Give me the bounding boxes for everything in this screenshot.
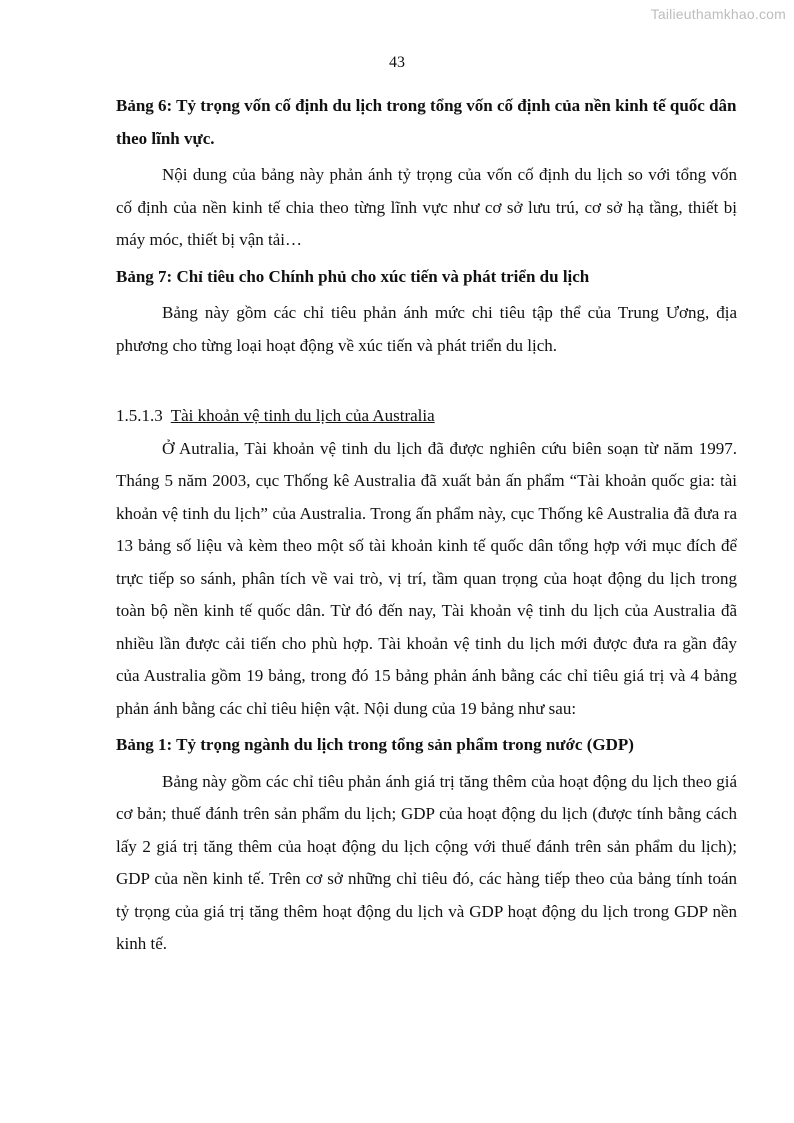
page-number: 43 <box>389 54 405 71</box>
paragraph-table-6: Nội dung của bảng này phản ánh tỷ trọng của vốn cố định du lịch so với tổng vốn cố định của nền kinh tế chia theo từng lĩnh vực như cơ sở lưu trú, cơ sở hạ tầng, thiết bị máy móc, thiết bị vận tải… <box>116 165 737 249</box>
heading-table-6: Bảng 6: Tỷ trọng vốn cố định du lịch trong tổng vốn cố định của nền kinh tế quốc dân theo lĩnh vực. <box>116 96 737 148</box>
section-heading <box>116 400 737 433</box>
heading-table-7: Bảng 7: Chỉ tiêu cho Chính phủ cho xúc tiến và phát triển du lịch <box>116 266 590 286</box>
section-spacer <box>116 362 737 400</box>
paragraph-table-1: Bảng này gồm các chỉ tiêu phản ánh giá trị tăng thêm của hoạt động du lịch theo giá cơ bản; thuế đánh trên sản phẩm du lịch; GDP của hoạt động du lịch (được tính bằng cách lấy 2 giá trị tăng thêm của hoạt động du lịch cộng với thuế đánh trên sản phẩm du lịch); GDP của nền kinh tế. Trên cơ sở những chỉ tiêu đó, các hàng tiếp theo của bảng tính toán tỷ trọng của giá trị tăng thêm hoạt động du lịch và GDP hoạt động du lịch trong GDP nền kinh tế. <box>116 771 737 953</box>
watermark: Tailieuthamkhao.com <box>650 6 786 22</box>
paragraph-australia: Ở Autralia, Tài khoản vệ tinh du lịch đã được nghiên cứu biên soạn từ năm 1997. Tháng 5 năm 2003, cục Thống kê Australia đã xuất bản ấn phẩm “Tài khoản quốc gia: tài khoản vệ tinh du lịch” của Australia. Trong ấn phẩm này, cục Thống kê Australia đã đưa ra 13 bảng số liệu và kèm theo một số tài khoản kinh tế quốc dân tổng hợp với mục đích để trực tiếp so sánh, phân tích về vai trò, vị trí, tầm quan trọng của hoạt động du lịch trong toàn bộ nền kinh tế quốc dân. Từ đó đến nay, Tài khoản vệ tinh du lịch của Australia đã nhiều lần được cải tiến cho phù hợp. Tài khoản vệ tinh du lịch mới được đưa ra gần đây của Australia gồm 19 bảng, trong đó 15 bảng phản ánh bằng các chỉ tiêu giá trị và 4 bảng phản ánh bằng các chỉ tiêu hiện vật. Nội dung của 19 bảng như sau: <box>116 438 737 718</box>
heading-table-1: Bảng 1: Tỷ trọng ngành du lịch trong tổng sản phẩm trong nước (GDP) <box>116 735 634 754</box>
document-body <box>116 90 737 961</box>
section-number: 1.5.1.3 <box>116 406 163 425</box>
paragraph-table-7: Bảng này gồm các chỉ tiêu phản ánh mức chi tiêu tập thể của Trung Ương, địa phương cho từng loại hoạt động về xúc tiến và phát triển du lịch. <box>116 303 737 355</box>
section-title: Tài khoản vệ tinh du lịch của Australia <box>170 406 435 425</box>
